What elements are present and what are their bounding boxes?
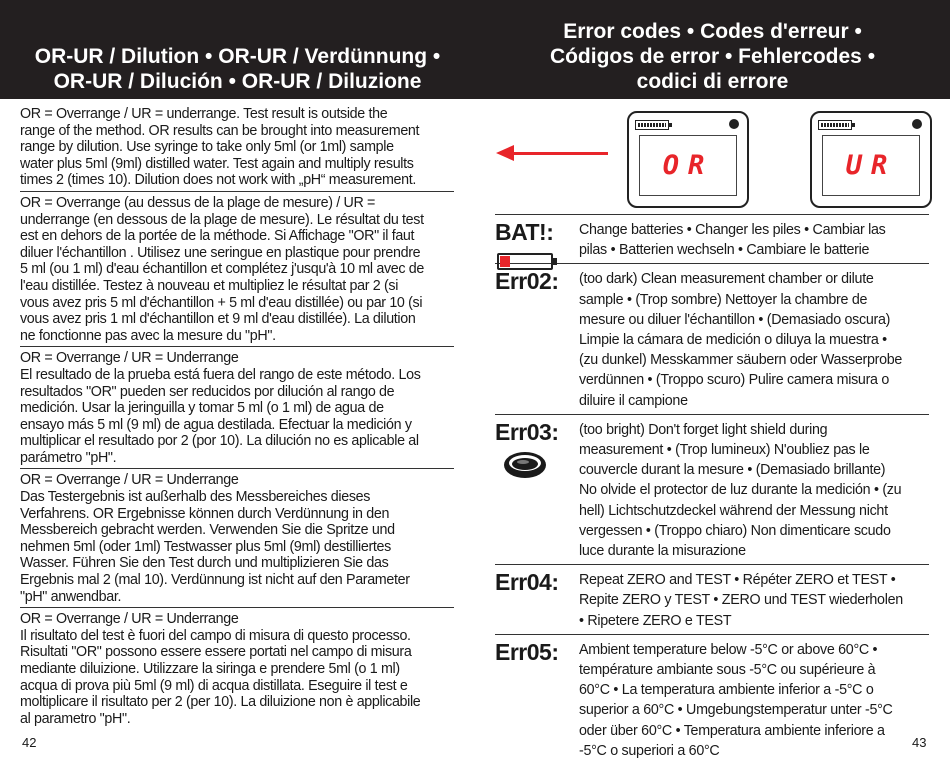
display-readout-or: OR <box>662 150 714 181</box>
error-row-err03 <box>495 415 929 565</box>
battery-indicator-icon <box>818 120 852 130</box>
battery-indicator-icon <box>635 120 669 130</box>
display-screen <box>822 135 920 196</box>
error-description: Ambient temperature below -5°C or above 60°C • température ambiante sous -5°C ou supérieure à 60°C • La temperatura ambiente inferior a -5°C o superior a 60°C • Umgebungstemperatur unter -5°C oder über 60°C • Temperatura ambiente inferiore a -5°C o superiori a 60°C <box>579 641 893 759</box>
error-description: Repeat ZERO and TEST • Répéter ZERO et TEST • Repite ZERO y TEST • ZERO und TEST wiederholen • Ripetere ZERO e TEST <box>579 572 903 629</box>
error-code: BAT!: <box>495 219 554 245</box>
arrow-left-shaft <box>512 152 608 155</box>
header-bar <box>0 0 950 99</box>
page-number-right: 43 <box>912 735 927 750</box>
display-screen <box>639 135 737 196</box>
error-code-table <box>495 214 929 764</box>
error-description: (too bright) Don't forget light shield during measurement • (Trop lumineux) N'oubliez pas le couvercle durant la mesure • (Demasiado brillante) No olvide el protector de luz durante la medición • (zu hell) Lichtschutzdeckel während der Messung nicht vergessen • (Troppo chiaro) Non dimenticare scudo luce durante la misurazione <box>579 421 902 560</box>
instruction-french: OR = Overrange (au dessus de la plage de mesure) / UR = underrange (en dessous de la plage de mesure). Le résultat du test est en dehors de la portée de la méthode. Si Affichage "OR" il faut diluer l'échantillon . Utilisez une seringue en plastique pour prendre 5 ml (ou 1 ml) d'eau échantillon et complétez j'usqu'à 10 ml avec de l'eau distillée. Testez à nouveau et multipliez le résultat par 2 (si vous avez pris 5 ml d'échantillon + 5 ml d'eau distillée) ou par 10 (si vous avez pris 1 ml d'échantillon et 9 ml d'eau distillée). La dilution ne fonctionne pas avec la mesure du "pH". <box>20 195 454 347</box>
right-page-title: Error codes • Codes d'erreur • Códigos de error • Fehlercodes • codici di errore <box>549 20 876 93</box>
dilution-instructions <box>20 106 454 732</box>
meter-display-or <box>627 111 749 208</box>
error-code: Err04: <box>495 569 559 596</box>
error-row-err02 <box>495 264 929 414</box>
status-dot-icon <box>729 119 739 129</box>
error-code: Err03: <box>495 418 559 445</box>
instruction-italian: OR = Overrange / UR = Underrange Il risultato del test è fuori del campo di misura di questo processo. Risultati "OR" possono essere essere portati nel campo di misura mediante diluizione. Utilizzare la siringa e prendere 5ml (o 1 ml) acqua di prova più 5ml (9 ml) di acqua distillata. Eseguire il test e moltiplicare il risultato per 2 (per 10). La diluizione non è applicabile al parametro "pH". <box>20 611 421 727</box>
error-code: Err05: <box>495 638 559 665</box>
instruction-english: OR = Overrange / UR = underrange. Test result is outside the range of the method. OR results can be brought into measurement range by dilution. Use syringe to take only 5ml (or 1ml) sample water plus 5ml (9ml) distilled water. Test again and multiply results times 2 (times 10). Dilution does not work with „pH“ measurement. <box>20 106 454 192</box>
left-page-title: OR-UR / Dilution • OR-UR / Verdünnung • OR-UR / Dilución • OR-UR / Diluzione <box>34 45 441 93</box>
instruction-spanish: OR = Overrange / UR = Underrange El resultado de la prueba está fuera del rango de este método. Los resultados "OR" pueden ser reducidos por dilución al rango de medición. Usar la jeringuilla y tomar 5 ml (o 1 ml) de agua de ensayo más 5 ml (9 ml) de agua destilada. Efectuar la medición y multiplicar el resultado por 2 (por 10). La dilución no es aplicable al parámetro "pH". <box>20 350 454 469</box>
meter-display-ur <box>810 111 932 208</box>
error-row-err04 <box>495 565 929 635</box>
light-shield-lid-icon <box>503 450 547 480</box>
error-row-bat <box>495 215 929 264</box>
error-code: Err02: <box>495 268 559 295</box>
error-description: (too dark) Clean measurement chamber or dilute sample • (Trop sombre) Nettoyer la chambre de mesure ou diluer l'échantillon • (Demasiado oscura) Limpie la cámara de medición o diluya la muestra • (zu dunkel) Messkammer säubern oder Wasserprobe verdünnen • (Troppo scuro) Pulire camera misura o diluire il campione <box>579 271 903 409</box>
instruction-german: OR = Overrange / UR = Underrange Das Testergebnis ist außerhalb des Messbereiches dieses Verfahrens. OR Ergebnisse können durch Verdünnung in den Messbereich gebracht werden. Verwenden Sie die Spritze und nehmen 5ml (oder 1ml) Testwasser plus 5ml (9ml) destilliertes Wasser. Führen Sie den Test durch und multiplizieren Sie das Ergebnis mal 2 (mal 10). Verdünnung ist nicht auf den Parameter "pH" anwendbar. <box>20 472 454 608</box>
error-row-err05 <box>495 635 929 764</box>
page-number-left: 42 <box>22 735 37 750</box>
error-description: Change batteries • Changer les piles • Cambiar las pilas • Batterien wechseln • Cambiare le batterie <box>579 222 886 259</box>
status-dot-icon <box>912 119 922 129</box>
display-readout-ur: UR <box>845 150 897 181</box>
